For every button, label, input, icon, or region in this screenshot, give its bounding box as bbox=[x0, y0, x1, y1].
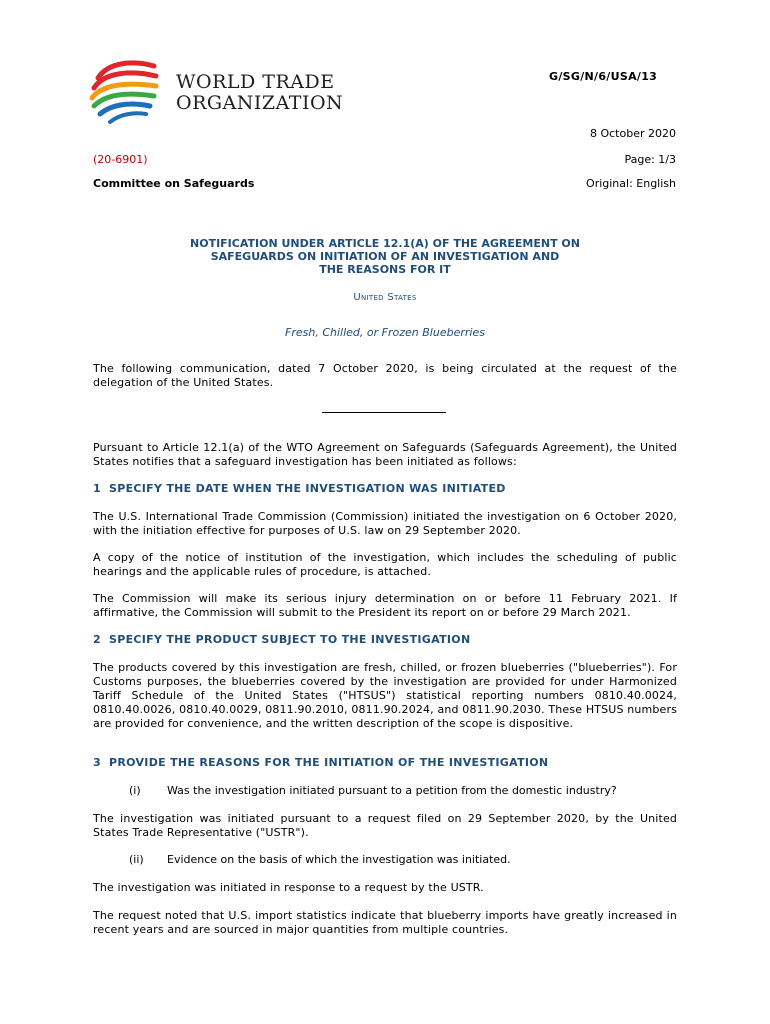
section-number: 3 bbox=[93, 756, 101, 769]
question-text: Evidence on the basis of which the investigation was initiated. bbox=[167, 853, 511, 866]
section-1-heading bbox=[93, 482, 506, 495]
reference-number: (20-6901) bbox=[93, 153, 148, 166]
section-2-paragraph: The products covered by this investigation are fresh, chilled, or frozen blueberries ("blueberries"). For Customs purposes, the blueberries covered by the investigation are provided for under Harmonized Tariff Schedule of the United States ("HTSUS") statistical reporting numbers 0810.40.0024, 0810.40.0026, 0810.40.0029, 0811.90.2010, 0811.90.2024, and 0811.90.2030. These HTSUS numbers are provided for convenience, and the written description of the scope is dispositive. bbox=[93, 661, 677, 730]
wto-emblem-icon bbox=[84, 56, 174, 130]
section-1-paragraph: The U.S. International Trade Commission (Commission) initiated the investigation on 6 October 2020, with the initiation effective for purposes of U.S. law on 29 September 2020. bbox=[93, 510, 677, 537]
question-i bbox=[129, 784, 617, 798]
notifying-country: United States bbox=[353, 292, 417, 303]
document-symbol: G/SG/N/6/USA/13 bbox=[549, 70, 658, 83]
title-line: THE REASONS FOR IT bbox=[319, 263, 451, 276]
section-3-paragraph: The investigation was initiated pursuant to a request filed on 29 September 2020, by the United States Trade Representative ("USTR"). bbox=[93, 812, 677, 839]
section-3-paragraph: The investigation was initiated in response to a request by the USTR. bbox=[93, 881, 484, 894]
pursuant-paragraph: Pursuant to Article 12.1(a) of the WTO Agreement on Safeguards (Safeguards Agreement), the United States notifies that a safeguard investigation has been initiated as follows: bbox=[93, 441, 677, 468]
page-indicator: Page: 1/3 bbox=[624, 153, 676, 166]
committee-name: Committee on Safeguards bbox=[93, 177, 255, 190]
section-number: 1 bbox=[93, 482, 101, 495]
wto-logo bbox=[84, 56, 344, 130]
section-title: PROVIDE THE REASONS FOR THE INITIATION OF THE INVESTIGATION bbox=[109, 756, 549, 769]
question-label: (ii) bbox=[129, 853, 144, 866]
wto-logo-text bbox=[176, 72, 343, 114]
question-text: Was the investigation initiated pursuant to a petition from the domestic industry? bbox=[167, 784, 617, 797]
section-number: 2 bbox=[93, 633, 101, 646]
product-name: Fresh, Chilled, or Frozen Blueberries bbox=[285, 326, 485, 339]
section-title: SPECIFY THE PRODUCT SUBJECT TO THE INVESTIGATION bbox=[109, 633, 471, 646]
title-line: NOTIFICATION UNDER ARTICLE 12.1(A) OF THE AGREEMENT ON bbox=[190, 237, 580, 250]
document-date: 8 October 2020 bbox=[589, 127, 676, 140]
section-3-paragraph: The request noted that U.S. import statistics indicate that blueberry imports have greatly increased in recent years and are sourced in major quantities from multiple countries. bbox=[93, 909, 677, 936]
section-3-heading bbox=[93, 756, 548, 769]
original-language: Original: English bbox=[586, 177, 676, 190]
section-2-heading bbox=[93, 633, 470, 646]
intro-paragraph: The following communication, dated 7 October 2020, is being circulated at the request of the delegation of the United States. bbox=[93, 362, 677, 389]
org-name-line2: ORGANIZATION bbox=[176, 92, 344, 114]
document-title bbox=[93, 237, 677, 276]
question-ii bbox=[129, 853, 511, 867]
org-name-line1: WORLD TRADE bbox=[176, 71, 335, 93]
question-label: (i) bbox=[129, 784, 141, 797]
section-1-paragraph: A copy of the notice of institution of the investigation, which includes the scheduling of public hearings and the applicable rules of procedure, is attached. bbox=[93, 551, 677, 578]
section-title: SPECIFY THE DATE WHEN THE INVESTIGATION WAS INITIATED bbox=[109, 482, 506, 495]
separator-line bbox=[322, 412, 446, 413]
section-1-paragraph: The Commission will make its serious injury determination on or before 11 February 2021. If affirmative, the Commission will submit to the President its report on or before 29 March 2021. bbox=[93, 592, 677, 619]
title-line: SAFEGUARDS ON INITIATION OF AN INVESTIGATION AND bbox=[210, 250, 560, 263]
